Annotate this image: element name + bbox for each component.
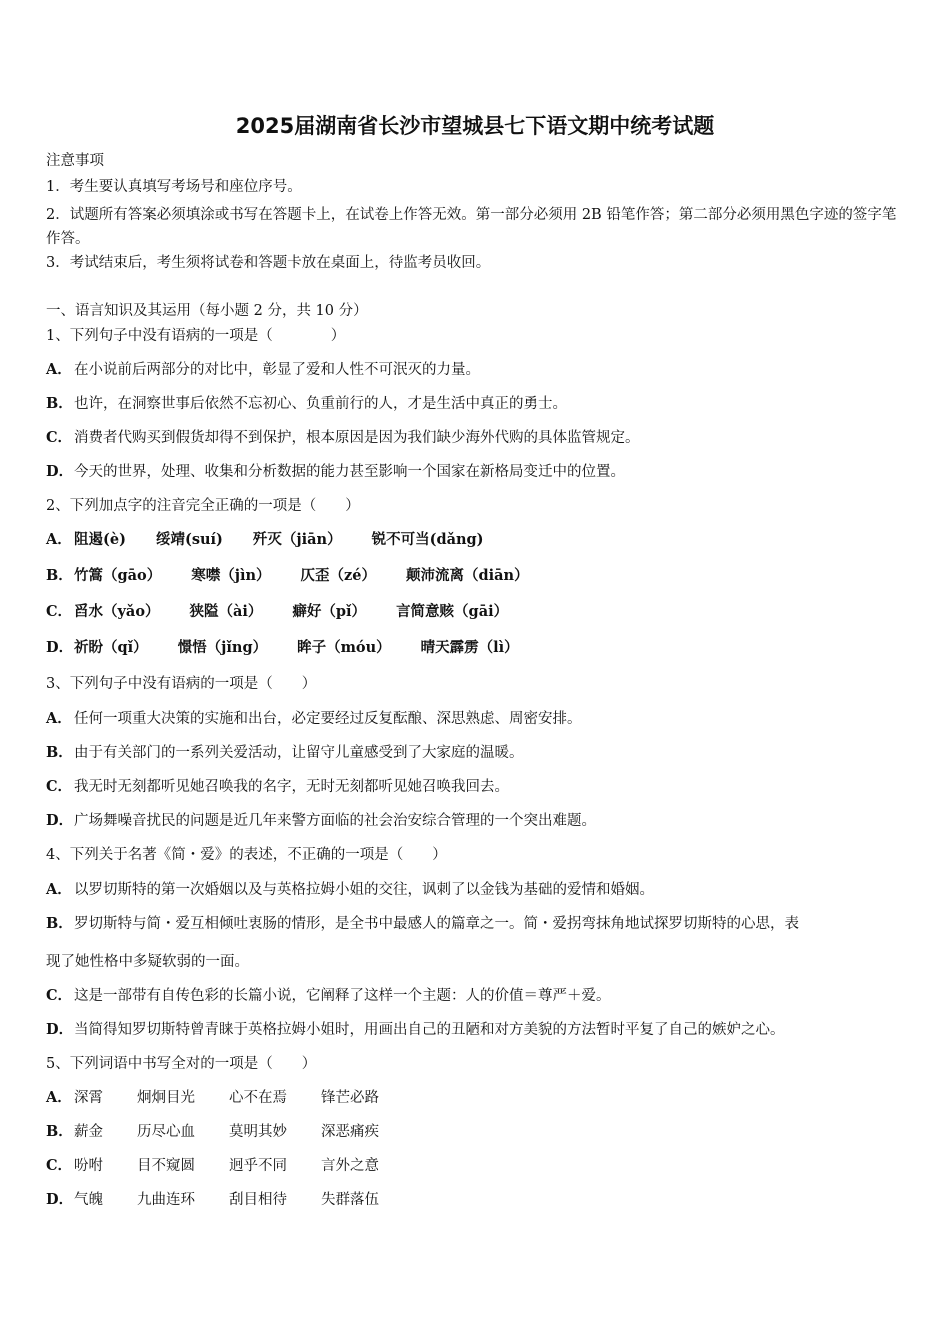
option-letter: B． <box>46 567 73 584</box>
option-word: 歼灭（jiān） <box>252 531 342 548</box>
option-word: 竹篙（gāo） <box>74 567 162 584</box>
option-word: 阻遏(è) <box>74 531 126 548</box>
option-word: 颠沛流离（diān） <box>405 567 529 584</box>
option-word: 吩咐 <box>74 1158 103 1174</box>
option-text: 消费者代购买到假货却得不到保护，根本原因是因为我们缺少海外代购的具体监管规定。 <box>74 430 640 446</box>
option-word: 失群落伍 <box>321 1192 379 1208</box>
option-text: 罗切斯特与简・爱互相倾吐衷肠的情形，是全书中最感人的篇章之一。简・爱拐弯抹角地试探罗切斯特的心思，表 <box>74 916 799 932</box>
q5-option-b <box>46 1122 906 1142</box>
q4-option-b <box>46 914 906 934</box>
option-word: 深恶痛疾 <box>321 1124 379 1140</box>
q1-option-d <box>46 462 906 482</box>
option-text: 这是一部带有自传色彩的长篇小说，它阐释了这样一个主题：人的价值＝尊严＋爱。 <box>74 988 611 1004</box>
option-letter: D． <box>46 463 74 480</box>
option-text: 当简得知罗切斯特曾青睐于英格拉姆小姐时，用画出自己的丑陋和对方美貌的方法暂时平复了自己的嫉妒之心。 <box>74 1022 785 1038</box>
option-letter: D． <box>46 812 74 829</box>
q5-option-d <box>46 1190 906 1210</box>
option-word: 薪金 <box>74 1124 103 1140</box>
q3-option-c <box>46 777 906 797</box>
notice-item-3: 3．考试结束后，考生须将试卷和答题卡放在桌面上，待监考员收回。 <box>46 255 491 271</box>
option-word: 眸子（móu） <box>297 639 391 656</box>
q3-option-b <box>46 743 906 763</box>
option-word: 目不窥圆 <box>137 1158 195 1174</box>
option-word: 历尽心血 <box>137 1124 195 1140</box>
option-text: 也许，在洞察世事后依然不忘初心、负重前行的人，才是生活中真正的勇士。 <box>74 396 567 412</box>
option-text: 广场舞噪音扰民的问题是近几年来警方面临的社会治安综合管理的一个突出难题。 <box>74 813 596 829</box>
option-word: 仄歪（zé） <box>300 567 376 584</box>
option-word: 刮目相待 <box>229 1192 287 1208</box>
option-letter: B． <box>46 395 73 412</box>
q4-option-b-continued <box>46 952 906 972</box>
question-2-stem: 2、下列加点字的注音完全正确的一项是（ ） <box>46 498 360 514</box>
option-letter: A． <box>46 881 72 898</box>
page-title: 2025届湖南省长沙市望城县七下语文期中统考试题 <box>235 114 715 138</box>
option-word: 迥乎不同 <box>229 1158 287 1174</box>
notice-item-2: 2．试题所有答案必须填涂或书写在答题卡上，在试卷上作答无效。第一部分必须用 2B 铅笔作答；第二部分必须用黑色字迹的签字笔作答。 <box>46 207 897 247</box>
q4-option-d <box>46 1020 906 1040</box>
q1-option-b <box>46 394 906 414</box>
q2-option-b <box>46 566 906 586</box>
question-5-stem: 5、下列词语中书写全对的一项是（ ） <box>46 1056 317 1072</box>
option-word: 晴天霹雳（lì） <box>420 639 519 656</box>
option-letter: C． <box>46 778 73 795</box>
option-text: 今天的世界，处理、收集和分析数据的能力甚至影响一个国家在新格局变迁中的位置。 <box>74 464 625 480</box>
question-1-stem: 1、下列句子中没有语病的一项是（ ） <box>46 328 346 344</box>
q2-option-d <box>46 638 906 658</box>
q1-option-c <box>46 428 906 448</box>
option-text: 我无时无刻都听见她召唤我的名字，无时无刻都听见她召唤我回去。 <box>74 779 509 795</box>
option-letter: B． <box>46 1123 73 1140</box>
option-word: 癖好（pǐ） <box>292 603 367 620</box>
option-letter: A． <box>46 710 72 727</box>
q1-option-a <box>46 360 906 380</box>
q4-option-a <box>46 880 906 900</box>
option-word: 舀水（yǎo） <box>74 603 160 620</box>
q4-option-c <box>46 986 906 1006</box>
option-text: 在小说前后两部分的对比中，彰显了爱和人性不可泯灭的力量。 <box>74 362 480 378</box>
option-letter: B． <box>46 915 73 932</box>
notice-heading: 注意事项 <box>46 153 104 169</box>
q3-option-a <box>46 709 906 729</box>
option-word: 狭隘（ài） <box>189 603 263 620</box>
q5-option-c <box>46 1156 906 1176</box>
option-letter: C． <box>46 603 73 620</box>
question-3-stem: 3、下列句子中没有语病的一项是（ ） <box>46 676 317 692</box>
option-letter: D． <box>46 1021 74 1038</box>
option-text: 由于有关部门的一系列关爱活动，让留守儿童感受到了大家庭的温暖。 <box>74 745 524 761</box>
option-word: 言简意赅（gāi） <box>396 603 509 620</box>
option-letter: D． <box>46 1191 74 1208</box>
option-letter: C． <box>46 1157 73 1174</box>
option-word: 祈盼（qǐ） <box>74 639 148 656</box>
q2-option-c <box>46 602 906 622</box>
option-word: 言外之意 <box>321 1158 379 1174</box>
option-word: 莫明其妙 <box>229 1124 287 1140</box>
option-letter: A． <box>46 531 72 548</box>
option-word: 憬悟（jǐng） <box>177 639 268 656</box>
option-letter: C． <box>46 429 73 446</box>
option-letter: D． <box>46 639 74 656</box>
option-word: 九曲连环 <box>137 1192 195 1208</box>
option-word: 绥靖(suí) <box>155 531 223 548</box>
notice-item-1: 1．考生要认真填写考场号和座位序号。 <box>46 179 302 195</box>
section-heading: 一、语言知识及其运用（每小题 2 分，共 10 分） <box>46 303 368 319</box>
option-word: 锐不可当(dǎng) <box>371 531 484 548</box>
option-text: 任何一项重大决策的实施和出台，必定要经过反复酝酿、深思熟虑、周密安排。 <box>74 711 582 727</box>
option-letter: C． <box>46 987 73 1004</box>
option-word: 炯炯目光 <box>137 1090 195 1106</box>
option-text: 以罗切斯特的第一次婚姻以及与英格拉姆小姐的交往，讽刺了以金钱为基础的爱情和婚姻。 <box>74 882 654 898</box>
option-word: 心不在焉 <box>229 1090 287 1106</box>
q5-option-a <box>46 1088 906 1108</box>
q2-option-a <box>46 530 906 550</box>
option-word: 深霄 <box>74 1090 103 1106</box>
option-word: 气魄 <box>74 1192 103 1208</box>
option-word: 锋芒必路 <box>321 1090 379 1106</box>
option-letter: A． <box>46 1089 72 1106</box>
option-letter: B． <box>46 744 73 761</box>
q3-option-d <box>46 811 906 831</box>
question-4-stem: 4、下列关于名著《简・爱》的表述，不正确的一项是（ ） <box>46 847 447 863</box>
option-letter: A． <box>46 361 72 378</box>
option-word: 寒噤（jìn） <box>191 567 271 584</box>
option-text: 现了她性格中多疑软弱的一面。 <box>46 954 249 970</box>
